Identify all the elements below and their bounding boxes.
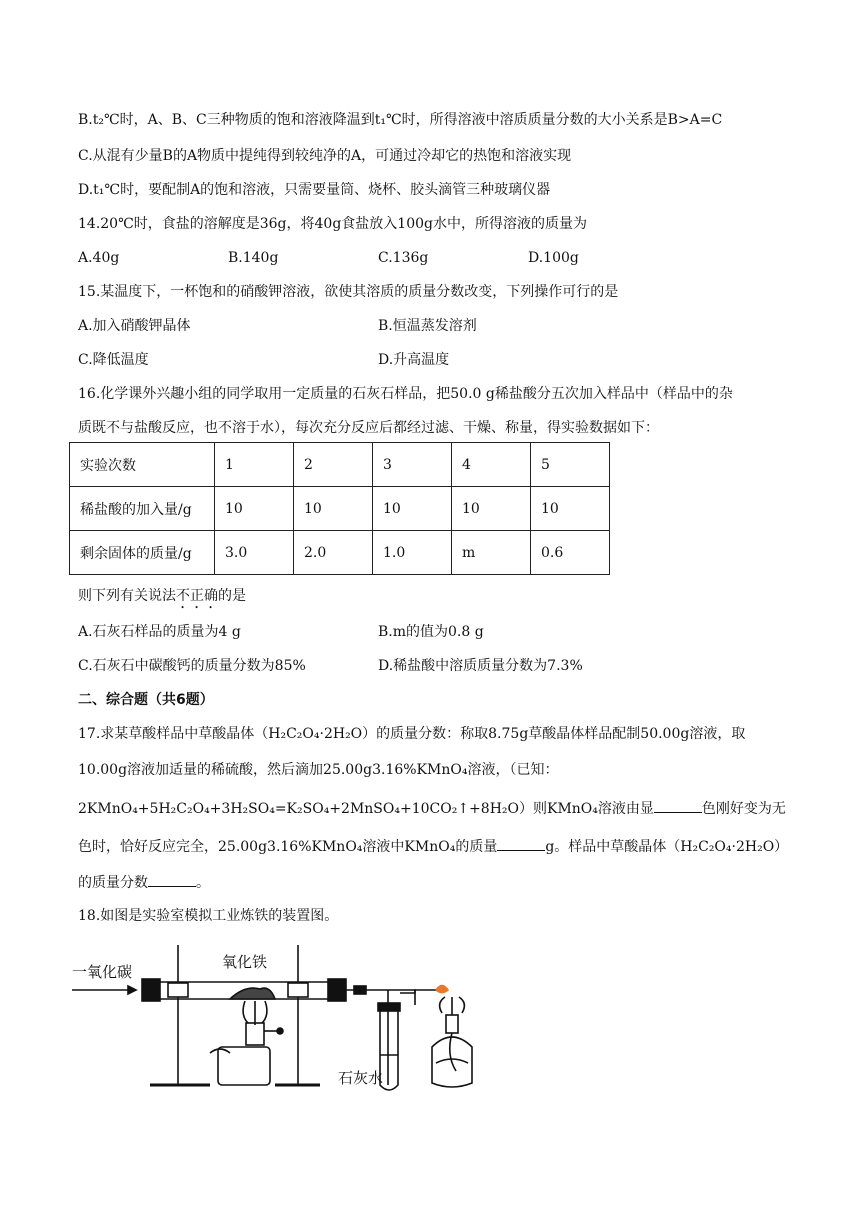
flame-icon: [243, 1001, 267, 1025]
lamp-knob: [277, 1028, 283, 1034]
q17-text: 的质量分数: [78, 875, 148, 891]
q15-option-a: A.加入硝酸钾晶体: [78, 318, 191, 334]
table-cell: 10: [294, 487, 373, 531]
table-row: [70, 487, 610, 531]
table-cell: 3.0: [215, 531, 294, 575]
table-cell: 2.0: [294, 531, 373, 575]
q16-prompt: [78, 586, 246, 612]
q13-option-c: C.从混有少量B的A物质中提纯得到较纯净的A，可通过冷却它的热饱和溶液实现: [78, 148, 572, 164]
q16-data-table: [69, 442, 610, 575]
table-cell: 1: [215, 443, 294, 487]
lamp-burner: [246, 1023, 264, 1045]
q17-text: 色刚好变为无: [701, 801, 786, 817]
left-stopper: [142, 979, 160, 1001]
q14-option-a: A.40g: [78, 250, 120, 266]
q14-stem: 14.20℃时，食盐的溶解度是36g，将40g食盐放入100g水中，所得溶液的质量为: [78, 216, 587, 232]
table-cell: 5: [531, 443, 610, 487]
table-cell: 3: [373, 443, 452, 487]
lamp-handle: [210, 1049, 230, 1053]
q17-line4: [78, 836, 788, 857]
table-cell: m: [452, 531, 531, 575]
q17-line1: 17.求某草酸样品中草酸晶体（H₂C₂O₄·2H₂O）的质量分数：称取8.75g草酸晶体样品配制50.00g溶液，取: [78, 726, 746, 742]
q13-option-b: B.t₂℃时，A、B、C三种物质的饱和溶液降温到t₁℃时，所得溶液中溶质质量分数的大小关系是B>A=C: [78, 112, 723, 128]
section-title: 二、综合题（共6题）: [78, 692, 214, 708]
lamp-wick-holder: [446, 1015, 458, 1033]
right-clamp: [288, 983, 308, 997]
table-cell: 10: [373, 487, 452, 531]
table-cell: 2: [294, 443, 373, 487]
table-cell: 0.6: [531, 531, 610, 575]
lamp-body: [218, 1047, 270, 1085]
q16-prompt-emphasis: 不正确: [176, 588, 218, 604]
q15-option-c: C.降低温度: [78, 352, 149, 368]
q13-option-d: D.t₁℃时，要配制A的饱和溶液，只需要量筒、烧杯、胶头滴管三种玻璃仪器: [78, 182, 551, 198]
iron-oxide-powder: [230, 988, 275, 999]
q16-prompt-post: 的是: [218, 588, 246, 604]
q17-text: 色时，恰好反应完全，25.00g3.16%KMnO₄溶液中KMnO₄的质量: [78, 839, 498, 855]
table-cell: 10: [215, 487, 294, 531]
q15-option-b: B.恒温蒸发溶剂: [378, 318, 477, 334]
table-cell: 10: [531, 487, 610, 531]
q14-option-d: D.100g: [528, 250, 579, 266]
q16-stem-line2: 质既不与盐酸反应，也不溶于水），每次充分反应后都经过滤、干燥、称量，得实验数据如下：: [78, 420, 659, 436]
table-cell: 实验次数: [70, 443, 215, 487]
q17-text: ）则KMnO₄溶液由显: [519, 801, 654, 817]
q17-text: g。样品中草酸晶体（H₂C₂O₄·2H₂O）: [545, 839, 789, 855]
table-cell: 剩余固体的质量/g: [70, 531, 215, 575]
iron-oxide-label: 氧化铁: [222, 953, 268, 971]
tube-connector: [354, 986, 366, 994]
answer-blank[interactable]: [497, 836, 545, 851]
lamp-flame-icon: [440, 997, 465, 1015]
q16-option-a: A.石灰石样品的质量为4 g: [78, 624, 241, 640]
test-tube-stopper: [378, 1003, 400, 1011]
q14-option-c: C.136g: [378, 250, 429, 266]
q17-line2: 10.00g溶液加适量的稀硫酸，然后滴加25.00g3.16%KMnO₄溶液，（已知：: [78, 762, 559, 778]
table-cell: 4: [452, 443, 531, 487]
table-cell: 稀盐酸的加入量/g: [70, 487, 215, 531]
left-clamp: [168, 983, 188, 997]
co-label: 一氧化碳: [72, 963, 133, 981]
burning-flame-icon: [436, 986, 448, 993]
table-cell: 10: [452, 487, 531, 531]
answer-blank[interactable]: [148, 872, 196, 887]
table-row: [70, 443, 610, 487]
q16-stem-line1: 16.化学课外兴趣小组的同学取用一定质量的石灰石样品，把50.0 g稀盐酸分五次加入样品中（样品中的杂: [78, 386, 733, 402]
q17-line5: [78, 872, 210, 893]
right-stopper: [328, 979, 346, 1001]
q15-option-d: D.升高温度: [378, 352, 450, 368]
iron-smelting-apparatus-figure: [70, 935, 490, 1100]
q16-option-d: D.稀盐酸中溶质质量分数为7.3%: [378, 658, 583, 674]
q16-option-b: B.m的值为0.8 g: [378, 624, 484, 640]
q16-option-c: C.石灰石中碳酸钙的质量分数为85%: [78, 658, 306, 674]
q14-option-b: B.140g: [228, 250, 279, 266]
lamp-wick: [450, 1033, 456, 1071]
table-row: [70, 531, 610, 575]
q17-equation: 2KMnO₄+5H₂C₂O₄+3H₂SO₄=K₂SO₄+2MnSO₄+10CO₂↑+8H₂O: [78, 801, 519, 817]
q17-line3: [78, 798, 786, 819]
lime-water-label: 石灰水: [338, 1069, 384, 1087]
q18-stem: 18.如图是实验室模拟工业炼铁的装置图。: [78, 908, 339, 924]
q17-text: 。: [196, 875, 210, 891]
table-cell: 1.0: [373, 531, 452, 575]
arrow-head-icon: [128, 986, 136, 994]
q15-stem: 15.某温度下，一杯饱和的硝酸钾溶液，欲使其溶质的质量分数改变，下列操作可行的是: [78, 284, 619, 300]
answer-blank[interactable]: [654, 798, 702, 813]
q16-prompt-pre: 则下列有关说法: [78, 588, 176, 604]
